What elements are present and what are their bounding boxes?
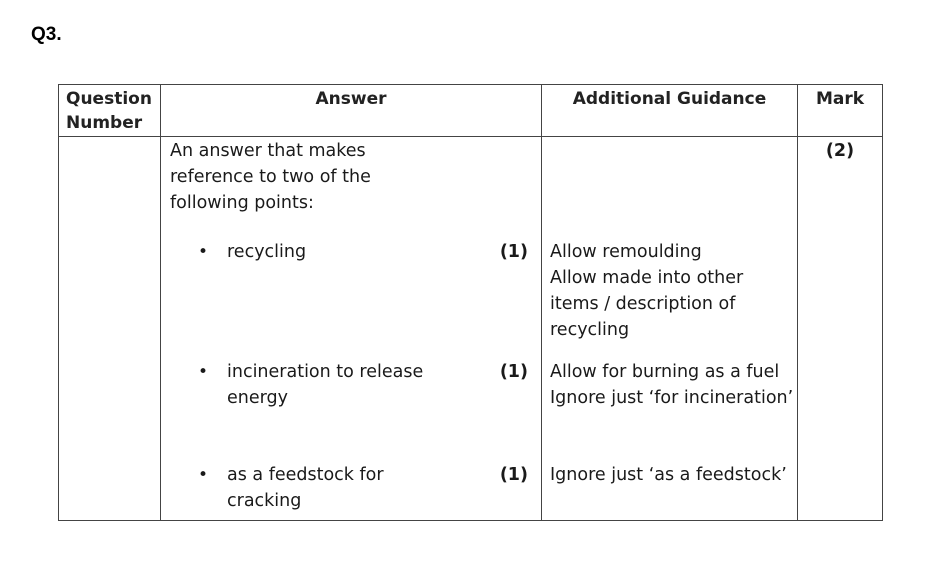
- header-answer: Answer: [161, 85, 542, 137]
- header-mark: Mark: [798, 85, 883, 137]
- mark-cell: [798, 137, 883, 521]
- answer-point-mark: (1): [499, 465, 528, 485]
- answer-point-mark: (1): [499, 362, 528, 382]
- mark-scheme-table: [58, 84, 883, 521]
- answer-intro: An answer that makes reference to two of the following points:: [170, 141, 371, 213]
- guidance-cell: [542, 137, 798, 521]
- bullet-icon: •: [198, 362, 209, 382]
- answer-point-text: as a feedstock for cracking: [227, 465, 384, 511]
- bullet-icon: •: [198, 465, 209, 485]
- answer-cell: [161, 137, 542, 521]
- guidance-text: Allow remoulding Allow made into other items / description of recycling: [550, 242, 744, 340]
- header-additional-guidance: Additional Guidance: [542, 85, 798, 137]
- guidance-text: Allow for burning as a fuel Ignore just ‘for incineration’: [550, 362, 794, 408]
- question-label: Q3.: [31, 24, 62, 45]
- bullet-icon: •: [198, 242, 209, 262]
- guidance-text: Ignore just ‘as a feedstock’: [550, 465, 787, 485]
- answer-row: [59, 137, 883, 521]
- answer-point-text: recycling: [227, 242, 307, 262]
- answer-point-mark: (1): [499, 242, 528, 262]
- total-mark: (2): [825, 141, 855, 161]
- header-question-number: Question Number: [59, 85, 161, 137]
- question-number-cell: [59, 137, 161, 521]
- header-row: [59, 85, 883, 137]
- answer-point-text: incineration to release energy: [227, 362, 424, 408]
